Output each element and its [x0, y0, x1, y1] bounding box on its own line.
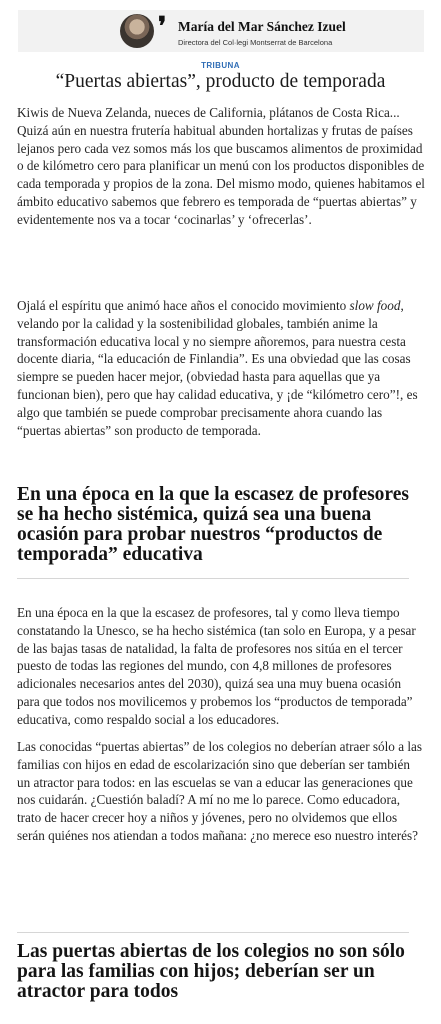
- divider: [17, 932, 409, 933]
- pull-quote: En una época en la que la escasez de profesores se ha hecho sistémica, quizá sea una buena ocasión para probar nuestros “productos de temporada” educativa: [17, 484, 409, 565]
- pull-quote: Las puertas abiertas de los colegios no son sólo para las familias con hijos; deberían ser un atractor para todos: [17, 941, 405, 1002]
- article-paragraph: Las conocidas “puertas abiertas” de los colegios no deberían atraer sólo a las familias con hijos en edad de escolarización sino que deberían ser también un atractor para todos: en las escuelas se van a educar las generaciones que nos cuidarán. ¿Cuestión baladí? A mí no me lo parece. Como educadora, trato de hacer crecer hoy a niños y jóvenes, pero no olvidemos que ellos serán quiénes nos atiendan a todos mañana: ¿no merece eso nuestro interés?: [17, 739, 422, 843]
- author-avatar: [120, 14, 154, 48]
- opinion-quote-icon: ❜: [158, 12, 167, 41]
- section-tag[interactable]: TRIBUNA: [201, 61, 240, 70]
- article-paragraph: En una época en la que la escasez de profesores, tal y como lleva tiempo constatando la Unesco, se ha hecho sistémica (tan solo en Europa, y a pesar de las bajas tasas de natalidad, la falta de profesores nos sitúa en el tercer puesto de todas las regiones del mundo, con 4,8 millones de profesores adicionales necesarios antes del 2030), quizá sea una muy buena ocasión para que todos nos movilicemos y probemos los “productos de temporada” educativa, como respaldo social a los educadores.: [17, 605, 416, 727]
- author-name[interactable]: María del Mar Sánchez Izuel: [178, 19, 346, 34]
- author-header: [18, 10, 424, 52]
- article-headline: “Puertas abiertas”, producto de temporada: [55, 71, 386, 92]
- article-paragraph: [17, 297, 425, 439]
- paragraph-text: Ojalá el espíritu que animó hace años el conocido movimiento: [17, 298, 350, 313]
- divider: [17, 578, 409, 579]
- paragraph-text: , velando por la calidad y la sostenibilidad globales, también anime la transformación educativa local y no siempre añoremos, para nuestra cesta docente diaria, “la educación de Finlandia”. Es una obviedad que las cosas siempre se pueden hacer mejor, (obviedad hasta para aquellas que ya funcionan bien), pero que hay calidad educativa, y ¡de “kilómetro cero”!, es algo que también se puede comprobar precisamente ahora cuando las “puertas abiertas” son producto de temporada.: [17, 298, 418, 438]
- author-role: Directora del Col·legi Montserrat de Barcelona: [178, 38, 333, 47]
- article-paragraph: Kiwis de Nueva Zelanda, nueces de California, plátanos de Costa Rica... Quizá aún en nuestra frutería habitual abunden hortalizas y frutas de países lejanos pero cada vez somos más los que buscamos alimentos de proximidad o de kilómetro cero para planificar un menú con los productos disponibles de cada temporada y propios de la zona. Del mismo modo, quienes habitamos el ámbito educativo sabemos que febrero es temporada de “puertas abiertas” y evidentemente nos va a tocar ‘cocinarlas’ y ‘ofrecerlas’.: [17, 105, 425, 227]
- slow-food-emphasis: slow food: [349, 298, 401, 313]
